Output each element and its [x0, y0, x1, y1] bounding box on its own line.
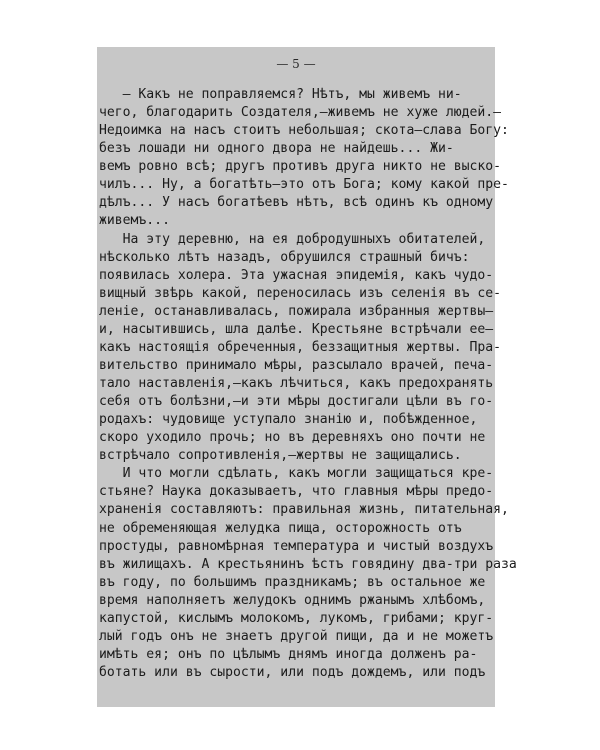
text-line: безъ лошади ни одного двора не найдешь... Жи-	[99, 141, 454, 157]
text-line: храненія составляютъ: правильная жизнь, питательная,	[99, 502, 509, 518]
text-line: появилась холера. Эта ужасная эпидемія, какъ чудо-	[99, 267, 494, 283]
text-line: въ жилищахъ. А крестьянинъ ѣстъ говядину два-три раза	[99, 556, 517, 572]
text-line: чего, благодарить Создателя,—живемъ не хуже людей.—	[99, 105, 502, 121]
text-line: скоро уходило прочь; но въ деревняхъ оно почти не	[99, 430, 486, 446]
text-line: капустой, кислымъ молокомъ, лукомъ, грибами; круг-	[99, 610, 494, 626]
text-line: лый годъ онъ не знаетъ другой пищи, да и не можетъ	[99, 628, 494, 644]
text-line: На эту деревню, на ея добродушныхъ обитателей,	[99, 231, 486, 247]
text-line: дѣлъ... У насъ богатѣевъ нѣтъ, всѣ одинъ къ одному	[99, 195, 494, 211]
text-line: тало наставленія,—какъ лѣчиться, какъ предохранять	[99, 376, 494, 391]
text-line: ботать или въ сырости, или подъ дождемъ, или подъ	[99, 665, 486, 680]
text-line: вемъ ровно всѣ; другъ противъ друга никто не выско-	[99, 159, 502, 175]
text-line: чилъ... Ну, а богатѣть—это отъ Бога; кому какой пре-	[99, 177, 509, 193]
text-line: время наполняетъ желудокъ однимъ ржанымъ хлѣбомъ,	[99, 592, 486, 608]
text-line: родахъ: чудовище уступало знанію и, побѣжденное,	[99, 412, 478, 428]
text-line: вительство принимало мѣры, разсылало врачей, печа-	[99, 357, 494, 373]
text-line: въ году, по большимъ праздникамъ; въ остальное же	[99, 574, 486, 590]
text-line: простуды, равномѣрная температура и чистый воздухъ	[99, 538, 494, 554]
text-line: себя отъ болѣзни,—и эти мѣры достигали цѣли въ го-	[99, 394, 494, 410]
text-line: — Какъ не поправляемся? Нѣтъ, мы живемъ ни-	[99, 87, 462, 102]
page-number: — 5 —	[276, 57, 316, 71]
text-line: И что могли сдѣлать, какъ могли защищаться кре-	[99, 466, 494, 482]
text-line: какъ настоящія обреченныя, беззащитныя жертвы. Пра-	[99, 339, 502, 355]
text-line: не обременяющая желудка пища, осторожность отъ	[99, 520, 462, 536]
text-line: живемъ...	[99, 213, 170, 229]
body-text	[99, 86, 517, 682]
text-line: нѣсколько лѣтъ назадъ, обрушился страшный бичъ:	[99, 249, 470, 265]
text-line: имѣть ея; онъ по цѣлымъ днямъ иногда долженъ ра-	[99, 646, 478, 662]
scanned-page	[97, 47, 517, 707]
text-line: встрѣчало сопротивленія,—жертвы не защищались.	[99, 448, 462, 464]
text-line: стьяне? Наука доказываетъ, что главныя мѣры предо-	[99, 484, 494, 500]
text-line: вищный звѣрь какой, переносилась изъ селенія въ се-	[99, 285, 502, 301]
text-line: Недоимка на насъ стоитъ небольшая; скота—слава Богу:	[99, 123, 509, 139]
text-line: леніе, останавливалась, пожирала избранныя жертвы—	[99, 303, 494, 319]
text-line: и, насытившись, шла далѣе. Крестьяне встрѣчали ее—	[99, 321, 494, 337]
